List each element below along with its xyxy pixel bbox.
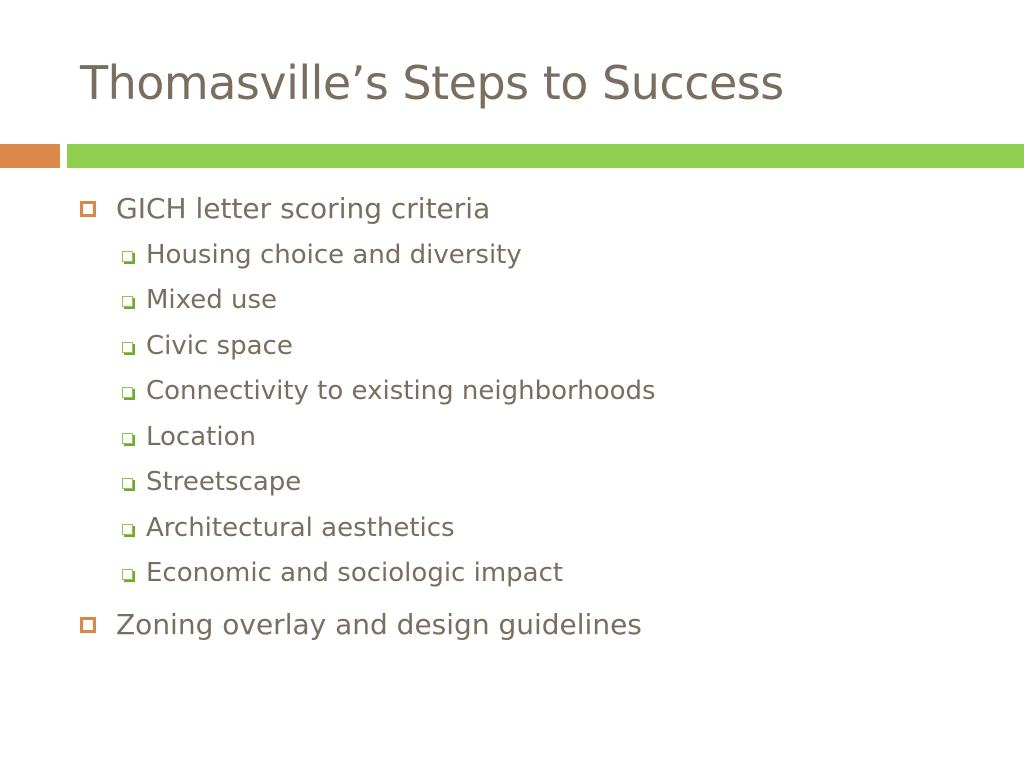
sub-bullet-item xyxy=(80,551,980,597)
sub-bullet-item xyxy=(80,232,980,278)
sub-bullet-text: Location xyxy=(146,421,256,452)
bullet-list xyxy=(80,186,980,646)
bullet-item xyxy=(80,186,980,230)
sub-bullet-text: Economic and sociologic impact xyxy=(146,558,564,589)
sub-bullet-item xyxy=(80,460,980,506)
sub-bullet-text: Streetscape xyxy=(146,467,302,498)
checkbox-bullet-icon xyxy=(122,433,133,444)
checkbox-bullet-icon xyxy=(122,524,133,535)
sub-bullet-item xyxy=(80,369,980,415)
checkbox-bullet-icon xyxy=(122,342,133,353)
checkbox-bullet-icon xyxy=(122,387,133,398)
accent-bar-orange xyxy=(0,144,60,168)
square-bullet-icon xyxy=(80,201,96,217)
sub-bullet-item xyxy=(80,278,980,324)
sub-bullet-text: Housing choice and diversity xyxy=(146,239,522,270)
sub-bullet-text: Connectivity to existing neighborhoods xyxy=(146,376,656,407)
checkbox-bullet-icon xyxy=(122,478,133,489)
sub-bullet-text: Civic space xyxy=(146,330,293,361)
sub-bullet-text: Mixed use xyxy=(146,285,278,316)
sub-bullet-text: Architectural aesthetics xyxy=(146,512,455,543)
sub-bullet-item xyxy=(80,323,980,369)
checkbox-bullet-icon xyxy=(122,296,133,307)
bullet-item xyxy=(80,602,980,646)
bullet-text: GICH letter scoring criteria xyxy=(116,191,491,225)
sub-bullet-list xyxy=(80,232,980,596)
sub-bullet-item xyxy=(80,414,980,460)
square-bullet-icon xyxy=(80,617,96,633)
checkbox-bullet-icon xyxy=(122,251,133,262)
sub-bullet-item xyxy=(80,505,980,551)
bullet-text: Zoning overlay and design guidelines xyxy=(116,607,642,641)
slide-title: Thomasville’s Steps to Success xyxy=(80,56,784,110)
accent-bar-green xyxy=(67,144,1024,168)
checkbox-bullet-icon xyxy=(122,569,133,580)
